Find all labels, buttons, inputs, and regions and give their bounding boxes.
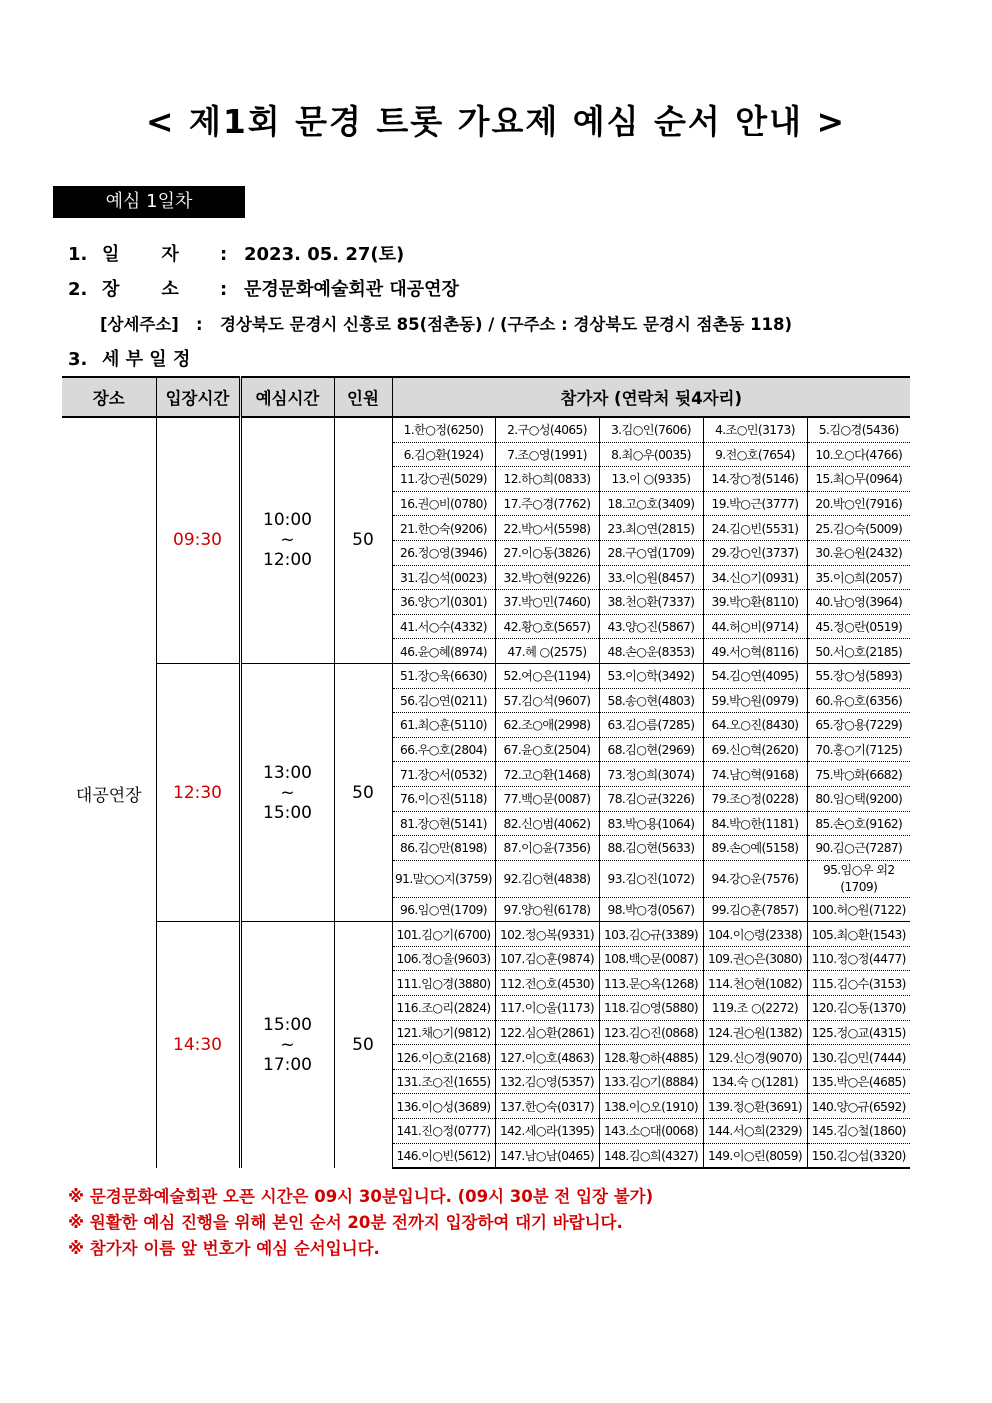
participant-cell: 140.양○규(6592) [807, 1094, 910, 1119]
participant-cell: 49.서○혁(8116) [703, 639, 807, 664]
participant-cell: 48.손○운(8353) [599, 639, 703, 664]
audition-time-start: 15:00 [263, 1015, 312, 1036]
participant-cell: 6.김○환(1924) [392, 442, 495, 467]
entry-time-cell: 09:30 [156, 417, 240, 663]
table-row [62, 417, 910, 442]
participant-cell: 32.박○현(9226) [495, 565, 599, 590]
participant-cell: 47.혜 ○(2575) [495, 639, 599, 664]
schedule-table [62, 376, 910, 1169]
participant-cell: 78.김○균(3226) [599, 786, 703, 811]
table-header-row [62, 377, 910, 417]
participant-cell: 14.장○정(5146) [703, 467, 807, 492]
info-schedule [68, 345, 190, 371]
note-3: ※ 참가자 이름 앞 번호가 예심 순서입니다. [68, 1239, 380, 1258]
participant-cell: 45.정○란(0519) [807, 614, 910, 639]
participant-cell: 95.임○우 외2 (1709) [807, 860, 910, 897]
participant-cell: 114.천○현(1082) [703, 971, 807, 996]
participant-cell: 100.허○원(7122) [807, 897, 910, 922]
participant-cell: 108.백○문(0087) [599, 946, 703, 971]
headcount-cell: 50 [334, 922, 392, 1168]
participant-cell: 62.조○애(2998) [495, 713, 599, 738]
audition-tilde: ~ [280, 1035, 295, 1056]
header-entry-time: 입장시간 [156, 377, 240, 417]
participant-cell: 63.김○름(7285) [599, 713, 703, 738]
info-date-key: 일 자 [102, 244, 181, 265]
audition-time-cell [240, 922, 334, 1168]
day-badge: 예심 1일차 [53, 186, 245, 218]
table-row [62, 922, 910, 947]
participant-cell: 115.김○수(3153) [807, 971, 910, 996]
participant-cell: 146.이○빈(5612) [392, 1143, 495, 1168]
participant-cell: 143.소○대(0068) [599, 1119, 703, 1144]
participant-cell: 101.김○기(6700) [392, 922, 495, 947]
participant-cell: 1.한○정(6250) [392, 417, 495, 442]
participant-cell: 99.김○훈(7857) [703, 897, 807, 922]
audition-tilde: ~ [280, 530, 295, 551]
participant-cell: 24.김○빈(5531) [703, 516, 807, 541]
participant-cell: 43.양○진(5867) [599, 614, 703, 639]
participant-cell: 103.김○규(3389) [599, 922, 703, 947]
info-schedule-num: 3. [68, 349, 88, 370]
participant-cell: 67.윤○호(2504) [495, 737, 599, 762]
participant-cell: 128.황○하(4885) [599, 1045, 703, 1070]
participant-cell: 39.박○환(8110) [703, 590, 807, 615]
participant-cell: 74.남○혁(9168) [703, 762, 807, 787]
info-address-key: [상세주소] [100, 315, 179, 334]
participant-cell: 87.이○윤(7356) [495, 836, 599, 861]
audition-time-cell [240, 417, 334, 663]
participant-cell: 121.채○기(9812) [392, 1020, 495, 1045]
participant-cell: 54.김○연(4095) [703, 663, 807, 688]
participant-cell: 33.이○원(8457) [599, 565, 703, 590]
info-address [100, 311, 792, 335]
audition-tilde: ~ [280, 782, 295, 803]
participant-cell: 127.이○호(4863) [495, 1045, 599, 1070]
info-place-value: 문경문화예술회관 대공연장 [244, 279, 459, 300]
participant-cell: 102.정○복(9331) [495, 922, 599, 947]
info-place [68, 275, 459, 301]
info-date-num: 1. [68, 244, 88, 265]
header-headcount: 인원 [334, 377, 392, 417]
participant-cell: 56.김○연(0211) [392, 688, 495, 713]
participant-cell: 7.조○영(1991) [495, 442, 599, 467]
participant-cell: 116.조○리(2824) [392, 996, 495, 1021]
participant-cell: 42.황○호(5657) [495, 614, 599, 639]
participant-cell: 73.정○희(3074) [599, 762, 703, 787]
participant-cell: 82.신○범(4062) [495, 811, 599, 836]
participant-cell: 75.박○화(6682) [807, 762, 910, 787]
participant-cell: 97.양○원(6178) [495, 897, 599, 922]
participant-cell: 119.조 ○(2272) [703, 996, 807, 1021]
header-audition-time: 예심시간 [240, 377, 334, 417]
participant-cell: 98.박○경(0567) [599, 897, 703, 922]
headcount-cell: 50 [334, 417, 392, 663]
participant-cell: 19.박○근(3777) [703, 491, 807, 516]
participant-cell: 90.김○근(7287) [807, 836, 910, 861]
participant-cell: 34.신○기(0931) [703, 565, 807, 590]
participant-cell: 109.권○은(3080) [703, 946, 807, 971]
participant-cell: 106.정○울(9603) [392, 946, 495, 971]
participant-cell: 10.오○다(4766) [807, 442, 910, 467]
table-row [62, 663, 910, 688]
participant-cell: 70.홍○기(7125) [807, 737, 910, 762]
participant-cell: 28.구○엽(1709) [599, 540, 703, 565]
audition-time-end: 12:00 [263, 550, 312, 571]
audition-time-end: 15:00 [263, 802, 312, 823]
participant-cell: 64.오○진(8430) [703, 713, 807, 738]
participant-cell: 150.김○섭(3320) [807, 1143, 910, 1168]
participant-cell: 149.이○린(8059) [703, 1143, 807, 1168]
participant-cell: 35.이○희(2057) [807, 565, 910, 590]
participant-cell: 132.김○영(5357) [495, 1069, 599, 1094]
note-2: ※ 원활한 예심 진행을 위해 본인 순서 20분 전까지 입장하여 대기 바랍니다. [68, 1213, 623, 1232]
header-participants: 참가자 (연락처 뒷4자리) [392, 377, 910, 417]
participant-cell: 16.권○비(0780) [392, 491, 495, 516]
participant-cell: 130.김○민(7444) [807, 1045, 910, 1070]
participant-cell: 124.권○원(1382) [703, 1020, 807, 1045]
header-venue: 장소 [62, 377, 156, 417]
participant-cell: 4.조○민(3173) [703, 417, 807, 442]
participant-cell: 9.전○호(7654) [703, 442, 807, 467]
participant-cell: 122.심○환(2861) [495, 1020, 599, 1045]
info-date-value: 2023. 05. 27(토) [244, 244, 405, 265]
headcount-cell: 50 [334, 663, 392, 921]
info-schedule-key: 세 부 일 정 [102, 349, 191, 370]
participant-cell: 147.남○남(0465) [495, 1143, 599, 1168]
participant-cell: 50.서○호(2185) [807, 639, 910, 664]
participant-cell: 94.강○운(7576) [703, 860, 807, 897]
participant-cell: 76.이○진(5118) [392, 786, 495, 811]
info-place-colon: : [220, 279, 228, 300]
participant-cell: 126.이○호(2168) [392, 1045, 495, 1070]
participant-cell: 123.김○진(0868) [599, 1020, 703, 1045]
info-date [68, 240, 404, 266]
participant-cell: 111.임○경(3880) [392, 971, 495, 996]
participant-cell: 144.서○희(2329) [703, 1119, 807, 1144]
participant-cell: 38.천○환(7337) [599, 590, 703, 615]
participant-cell: 96.임○연(1709) [392, 897, 495, 922]
participant-cell: 139.정○환(3691) [703, 1094, 807, 1119]
participant-cell: 113.문○옥(1268) [599, 971, 703, 996]
entry-time-cell: 12:30 [156, 663, 240, 921]
participant-cell: 46.윤○혜(8974) [392, 639, 495, 664]
participant-cell: 86.김○만(8198) [392, 836, 495, 861]
participant-cell: 44.허○비(9714) [703, 614, 807, 639]
participant-cell: 36.양○기(0301) [392, 590, 495, 615]
participant-cell: 23.최○연(2815) [599, 516, 703, 541]
participant-cell: 136.이○성(3689) [392, 1094, 495, 1119]
participant-cell: 53.이○학(3492) [599, 663, 703, 688]
audition-time-end: 17:00 [263, 1055, 312, 1076]
entry-time-cell: 14:30 [156, 922, 240, 1168]
participant-cell: 65.장○용(7229) [807, 713, 910, 738]
participant-cell: 12.하○희(0833) [495, 467, 599, 492]
participant-cell: 117.이○울(1173) [495, 996, 599, 1021]
participant-cell: 27.이○동(3826) [495, 540, 599, 565]
participant-cell: 77.백○문(0087) [495, 786, 599, 811]
participant-cell: 134.숙 ○(1281) [703, 1069, 807, 1094]
participant-cell: 81.장○현(5141) [392, 811, 495, 836]
participant-cell: 29.강○인(3737) [703, 540, 807, 565]
participant-cell: 37.박○민(7460) [495, 590, 599, 615]
participant-cell: 135.박○은(4685) [807, 1069, 910, 1094]
participant-cell: 112.전○호(4530) [495, 971, 599, 996]
participant-cell: 118.김○영(5880) [599, 996, 703, 1021]
participant-cell: 59.박○원(0979) [703, 688, 807, 713]
participant-cell: 61.최○훈(5110) [392, 713, 495, 738]
participant-cell: 91.말○○지(3759) [392, 860, 495, 897]
participant-cell: 66.우○호(2804) [392, 737, 495, 762]
participant-cell: 110.정○정(4477) [807, 946, 910, 971]
info-address-colon: : [196, 315, 203, 334]
participant-cell: 129.신○경(9070) [703, 1045, 807, 1070]
venue-cell: 대공연장 [75, 785, 142, 806]
participant-cell: 71.장○서(0532) [392, 762, 495, 787]
participant-cell: 15.최○무(0964) [807, 467, 910, 492]
participant-cell: 2.구○성(4065) [495, 417, 599, 442]
info-address-value: 경상북도 문경시 신흥로 85(점촌동) / (구주소 : 경상북도 문경시 점촌동 118) [220, 315, 793, 334]
participant-cell: 88.김○현(5633) [599, 836, 703, 861]
participant-cell: 85.손○호(9162) [807, 811, 910, 836]
participant-cell: 8.최○우(0035) [599, 442, 703, 467]
participant-cell: 104.이○령(2338) [703, 922, 807, 947]
page-title: < 제1회 문경 트롯 가요제 예심 순서 안내 > [145, 102, 847, 141]
participant-cell: 52.여○은(1194) [495, 663, 599, 688]
participant-cell: 107.김○훈(9874) [495, 946, 599, 971]
participant-cell: 138.이○오(1910) [599, 1094, 703, 1119]
participant-cell: 93.김○진(1072) [599, 860, 703, 897]
participant-cell: 72.고○환(1468) [495, 762, 599, 787]
participant-cell: 92.김○현(4838) [495, 860, 599, 897]
participant-cell: 41.서○수(4332) [392, 614, 495, 639]
participant-cell: 60.유○호(6356) [807, 688, 910, 713]
participant-cell: 133.김○기(8884) [599, 1069, 703, 1094]
participant-cell: 22.박○서(5598) [495, 516, 599, 541]
participant-cell: 13.이 ○(9335) [599, 467, 703, 492]
participant-cell: 18.고○호(3409) [599, 491, 703, 516]
participant-cell: 83.박○용(1064) [599, 811, 703, 836]
participant-cell: 3.김○인(7606) [599, 417, 703, 442]
participant-cell: 141.진○정(0777) [392, 1119, 495, 1144]
participant-cell: 125.정○교(4315) [807, 1020, 910, 1045]
audition-time-start: 10:00 [263, 510, 312, 531]
participant-cell: 148.김○희(4327) [599, 1143, 703, 1168]
participant-cell: 58.송○현(4803) [599, 688, 703, 713]
participant-cell: 145.김○철(1860) [807, 1119, 910, 1144]
audition-time-start: 13:00 [263, 762, 312, 783]
participant-cell: 84.박○한(1181) [703, 811, 807, 836]
participant-cell: 21.한○숙(9206) [392, 516, 495, 541]
participant-cell: 26.정○영(3946) [392, 540, 495, 565]
participant-cell: 120.김○동(1370) [807, 996, 910, 1021]
participant-cell: 68.김○현(2969) [599, 737, 703, 762]
info-place-num: 2. [68, 279, 88, 300]
participant-cell: 11.강○권(5029) [392, 467, 495, 492]
participant-cell: 131.조○진(1655) [392, 1069, 495, 1094]
participant-cell: 80.임○택(9200) [807, 786, 910, 811]
participant-cell: 51.장○욱(6630) [392, 663, 495, 688]
participant-cell: 57.김○석(9607) [495, 688, 599, 713]
participant-cell: 137.한○숙(0317) [495, 1094, 599, 1119]
participant-cell: 105.최○환(1543) [807, 922, 910, 947]
participant-cell: 5.김○경(5436) [807, 417, 910, 442]
participant-cell: 30.윤○원(2432) [807, 540, 910, 565]
audition-time-cell [240, 663, 334, 921]
participant-cell: 40.남○영(3964) [807, 590, 910, 615]
participant-cell: 79.조○정(0228) [703, 786, 807, 811]
participant-cell: 17.주○경(7762) [495, 491, 599, 516]
info-date-colon: : [220, 244, 228, 265]
note-1: ※ 문경문화예술회관 오픈 시간은 09시 30분입니다. (09시 30분 전 입장 불가) [68, 1187, 654, 1206]
participant-cell: 25.김○숙(5009) [807, 516, 910, 541]
info-place-key: 장 소 [102, 279, 181, 300]
participant-cell: 69.신○혁(2620) [703, 737, 807, 762]
participant-cell: 89.손○예(5158) [703, 836, 807, 861]
participant-cell: 142.세○라(1395) [495, 1119, 599, 1144]
participant-cell: 55.장○성(5893) [807, 663, 910, 688]
participant-cell: 20.박○인(7916) [807, 491, 910, 516]
participant-cell: 31.김○석(0023) [392, 565, 495, 590]
